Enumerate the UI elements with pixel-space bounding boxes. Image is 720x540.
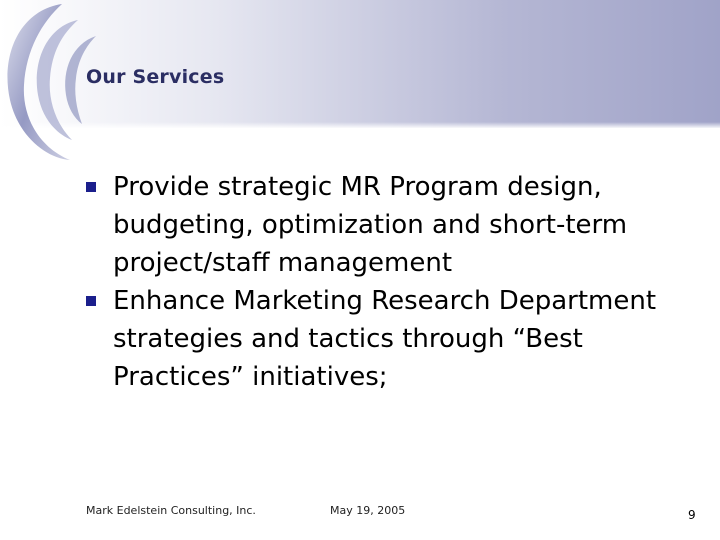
bullet-item bbox=[86, 282, 686, 396]
bullet-list bbox=[86, 168, 686, 396]
bullet-text: Provide strategic MR Program design, budgeting, optimization and short-term project/staff management bbox=[113, 172, 628, 278]
square-bullet-icon bbox=[86, 182, 96, 192]
footer-company: Mark Edelstein Consulting, Inc. bbox=[86, 504, 256, 517]
bullet-text: Enhance Marketing Research Department strategies and tactics through “Best Practices” initiatives; bbox=[113, 286, 657, 392]
bullet-item bbox=[86, 168, 686, 282]
slide-title: Our Services bbox=[86, 66, 225, 88]
footer-date: May 19, 2005 bbox=[330, 504, 406, 517]
square-bullet-icon bbox=[86, 296, 96, 306]
page-number: 9 bbox=[688, 508, 696, 522]
